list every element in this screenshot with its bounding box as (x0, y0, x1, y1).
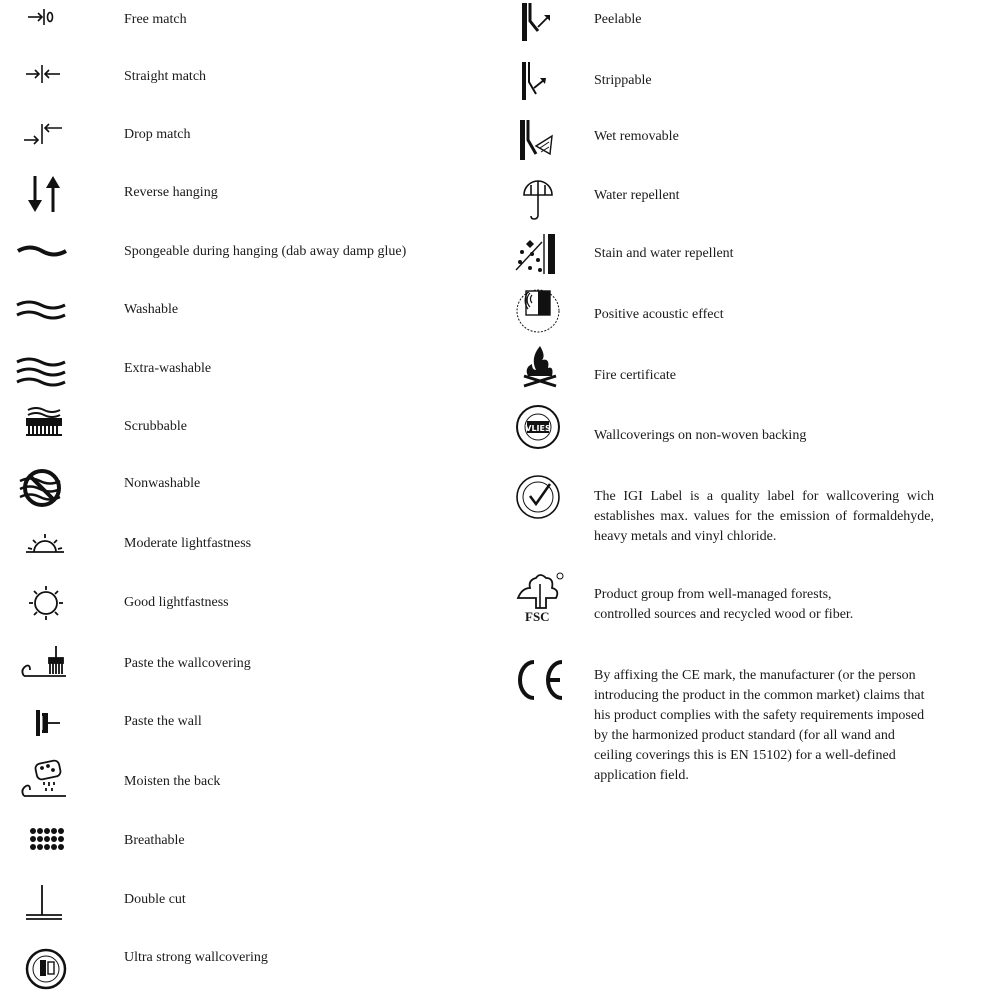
legend-label-acoustic: Positive acoustic effect (594, 307, 724, 322)
legend-label-non-woven: Wallcoverings on non-woven backing (594, 428, 807, 443)
water-repellent-icon (510, 173, 566, 223)
legend-label-extra-washable: Extra-washable (124, 361, 212, 376)
nonwashable-icon (14, 463, 70, 513)
ce-mark-icon (512, 656, 568, 706)
legend-label-drop-match: Drop match (124, 127, 191, 142)
legend-label-fire-certificate: Fire certificate (594, 368, 677, 383)
paste-wall-icon (18, 698, 74, 748)
legend-label-washable: Washable (124, 302, 179, 317)
legend-label-paste-wall: Paste the wall (124, 714, 202, 729)
legend-label-scrubbable: Scrubbable (124, 419, 187, 434)
legend-label-breathable: Breathable (124, 833, 185, 848)
extra-washable-icon (13, 346, 69, 396)
straight-match-icon (18, 52, 74, 102)
spongeable-icon (14, 226, 70, 276)
igi-label-icon (510, 472, 566, 522)
legend-label-good-lightfastness: Good lightfastness (124, 595, 229, 610)
svg-text:VLIES: VLIES (525, 424, 551, 433)
double-cut-icon (18, 880, 74, 930)
legend-label-stain-water-repellent: Stain and water repellent (594, 246, 734, 261)
legend-label-igi: The IGI Label is a quality label for wallcovering wich establishes max. values for the emission of formaldehyde, heavy metals and vinyl chloride. (594, 489, 934, 544)
legend-label-peelable: Peelable (594, 12, 642, 27)
strippable-icon (512, 56, 568, 106)
moderate-lightfastness-icon (18, 522, 74, 572)
legend-label-ultra-strong: Ultra strong wallcovering (124, 950, 268, 965)
legend-label-water-repellent: Water repellent (594, 188, 680, 203)
ultra-strong-icon (18, 943, 74, 993)
good-lightfastness-icon (18, 578, 74, 628)
moisten-back-icon (18, 756, 74, 806)
legend-label-nonwashable: Nonwashable (124, 476, 201, 491)
legend-label-strippable: Strippable (594, 73, 652, 88)
legend-label-fsc: Product group from well-managed forests, controlled sources and recycled wood or fiber. (594, 587, 854, 622)
fsc-badge-text: FSC (525, 609, 550, 624)
acoustic-icon (510, 287, 566, 337)
scrubbable-icon (18, 400, 74, 450)
non-woven-icon (510, 402, 566, 452)
drop-match-icon (18, 110, 74, 160)
legend-label-wet-removable: Wet removable (594, 129, 679, 144)
legend-label-reverse-hanging: Reverse hanging (124, 185, 218, 200)
wet-removable-icon (512, 114, 568, 164)
legend-label-double-cut: Double cut (124, 892, 186, 907)
reverse-hanging-icon (18, 170, 74, 220)
legend-label-moderate-lightfastness: Moderate lightfastness (124, 536, 252, 551)
fire-certificate-icon (512, 344, 568, 394)
paste-wallcovering-icon (18, 640, 74, 690)
washable-icon (13, 285, 69, 335)
legend-label-spongeable: Spongeable during hanging (dab away damp glue) (124, 244, 407, 259)
stain-water-repellent-icon (508, 230, 564, 280)
free-match-icon (18, 0, 74, 45)
legend-label-free-match: Free match (124, 12, 187, 27)
breathable-icon (18, 815, 74, 865)
legend-label-ce: By affixing the CE mark, the manufacturer (or the person introducing the product in the common market) claims that his product complies with the safety requirements imposed by the harmonized product standard (for all wand and ceiling coverings this is EN 15102) for a well-defined application field. (594, 668, 925, 783)
legend-label-paste-wallcovering: Paste the wallcovering (124, 656, 251, 671)
peelable-icon (512, 0, 568, 47)
legend-label-straight-match: Straight match (124, 69, 207, 84)
legend-label-moisten-back: Moisten the back (124, 774, 221, 789)
